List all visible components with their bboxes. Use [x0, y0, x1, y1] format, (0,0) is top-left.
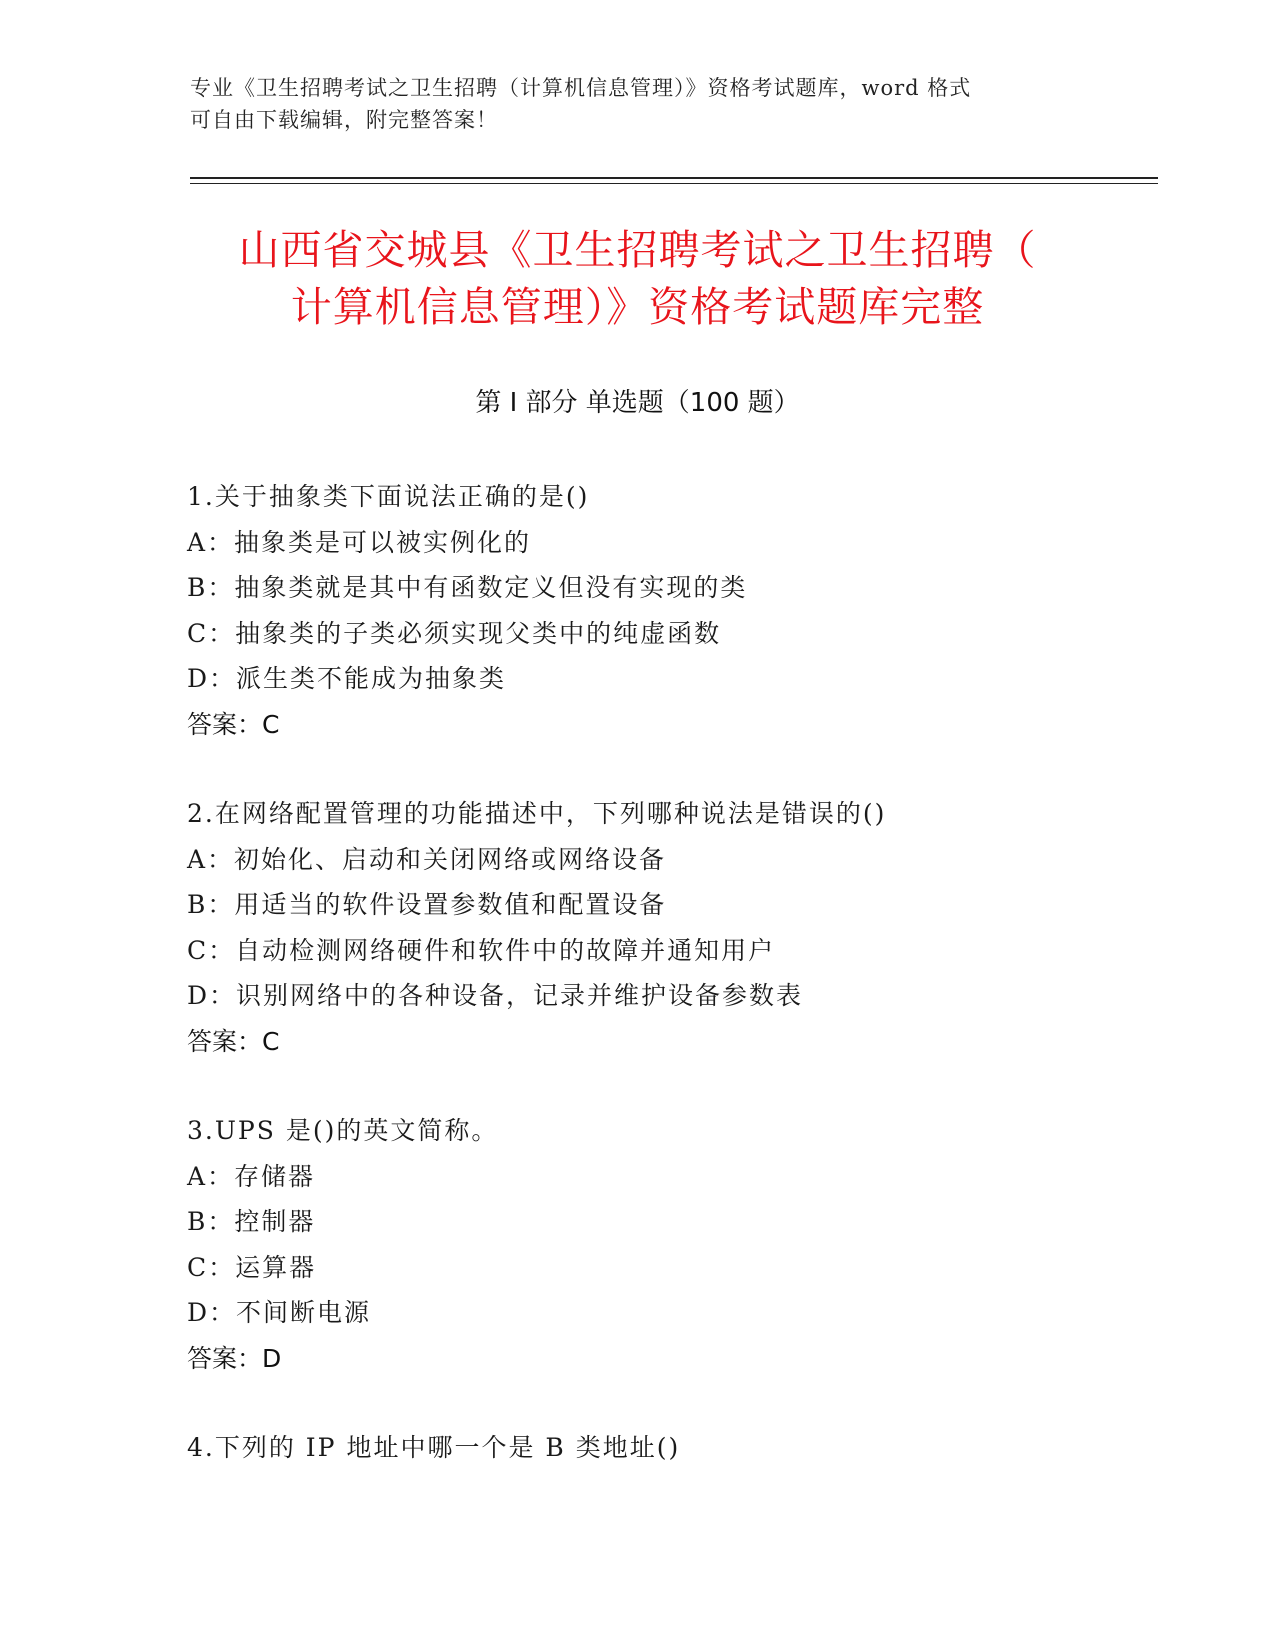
- question-option: B：控制器: [187, 1207, 316, 1236]
- question-answer: 答案：D: [187, 1343, 282, 1373]
- question-option: A：初始化、启动和关闭网络或网络设备: [187, 844, 667, 874]
- question-item: [187, 474, 1167, 747]
- question-option: B：用适当的软件设置参数值和配置设备: [187, 890, 667, 919]
- document-title-line: 山西省交城县《卫生招聘考试之卫生招聘（: [238, 226, 1037, 274]
- header-divider: [190, 177, 1158, 179]
- question-option: A：抽象类是可以被实例化的: [187, 527, 532, 557]
- document-title-line: 计算机信息管理）》资格考试题库完整: [290, 283, 985, 331]
- question-option: C：自动检测网络硬件和软件中的故障并通知用户: [187, 935, 776, 965]
- header-note: [190, 72, 1070, 136]
- header-note-line: 专业《卫生招聘考试之卫生招聘（计算机信息管理）》资格考试题库，word 格式: [190, 76, 972, 100]
- question-item: [187, 1425, 1167, 1471]
- question-answer: 答案：C: [187, 1026, 280, 1056]
- header-note-line: 可自由下载编辑，附完整答案！: [190, 108, 498, 132]
- question-stem: 3.UPS 是()的英文简称。: [187, 1116, 499, 1145]
- question-option: C：抽象类的子类必须实现父类中的纯虚函数: [187, 618, 722, 648]
- question-option: A：存储器: [187, 1161, 316, 1191]
- question-option: C：运算器: [187, 1252, 317, 1282]
- question-option: D：识别网络中的各种设备，记录并维护设备参数表: [187, 981, 804, 1010]
- question-list: [187, 474, 1167, 1515]
- question-stem: 4.下列的 IP 地址中哪一个是 B 类地址(): [187, 1433, 681, 1462]
- question-item: [187, 791, 1167, 1064]
- question-option: D：派生类不能成为抽象类: [187, 664, 507, 693]
- question-option: D：不间断电源: [187, 1298, 372, 1327]
- question-option: B：抽象类就是其中有函数定义但没有实现的类: [187, 573, 748, 602]
- header-divider-thin: [190, 183, 1158, 184]
- question-answer: 答案：C: [187, 709, 280, 739]
- question-stem: 2.在网络配置管理的功能描述中，下列哪种说法是错误的(): [187, 799, 887, 828]
- question-stem: 1.关于抽象类下面说法正确的是(): [187, 482, 590, 511]
- question-item: [187, 1108, 1167, 1381]
- section-heading: 第 I 部分 单选题（100 题）: [475, 388, 800, 418]
- document-title: [150, 222, 1125, 336]
